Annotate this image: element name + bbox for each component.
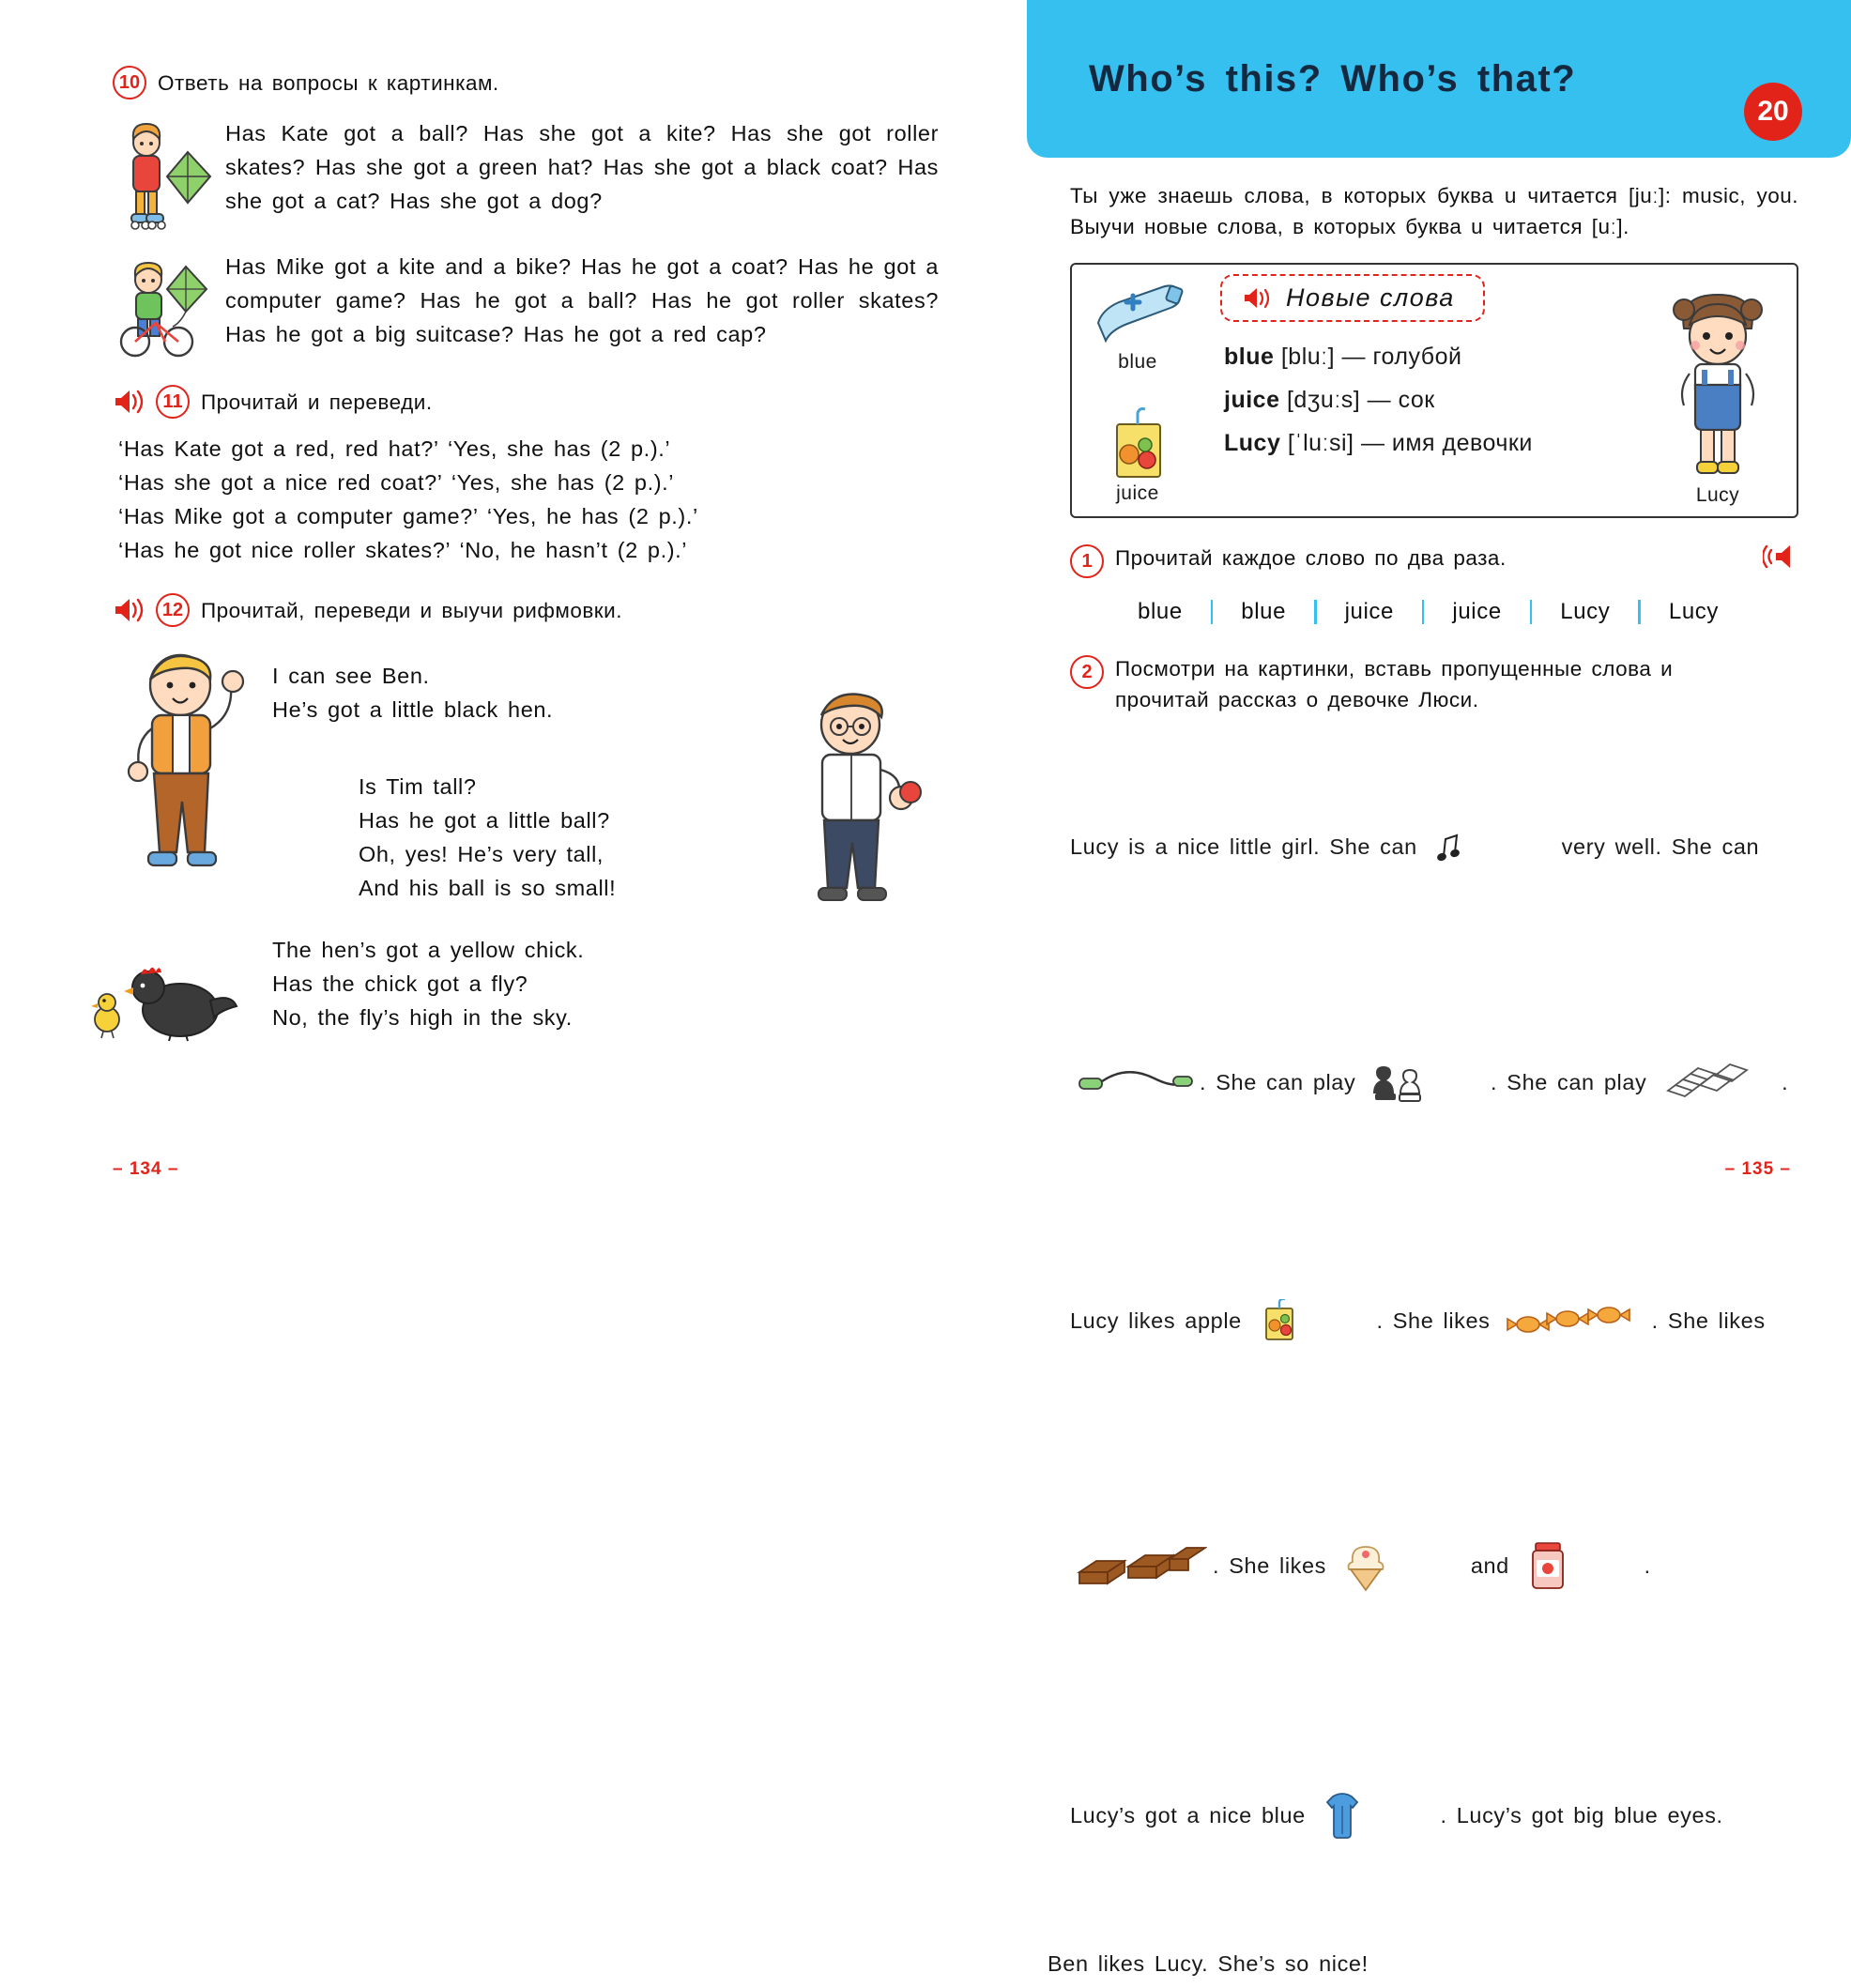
strip-word: Lucy [1560, 599, 1611, 624]
dialogue-line: ‘Has Mike got a computer game?’ ‘Yes, he has (2 p.).’ [118, 504, 698, 528]
music-notes-icon [1432, 730, 1547, 963]
juice-carton-icon [1098, 407, 1177, 482]
boy-with-ball-illustration [770, 642, 948, 905]
strip-word: juice [1344, 599, 1394, 624]
exercise-r1-header [1070, 543, 1798, 578]
exercise-10-instruction: Ответь на вопросы к картинкам. [158, 70, 499, 95]
exercise-r2-story [1048, 730, 1798, 1988]
chocolate-icon [1076, 1445, 1207, 1687]
jam-jar-icon [1524, 1442, 1639, 1690]
story-text: and [1461, 1553, 1519, 1578]
story-line [1070, 1691, 1798, 1939]
story-line [1070, 730, 1798, 963]
sweets-icon [1506, 1202, 1646, 1439]
story-text: . [1782, 1070, 1789, 1094]
exercise-r1-word-strip [1109, 595, 1798, 629]
exercise-r2-header [1070, 653, 1798, 715]
speaker-icon[interactable] [113, 388, 145, 416]
speaker-icon[interactable] [1763, 543, 1798, 571]
exercise-11-dialogue [118, 432, 948, 567]
exercise-12-header [113, 593, 948, 627]
verse-line: Oh, yes! He’s very tall, [359, 842, 604, 866]
left-page [0, 0, 1004, 1219]
story-text: Ben likes Lucy. She’s so nice! [1048, 1951, 1369, 1976]
story-line [1070, 1201, 1798, 1440]
exercise-number-badge: 2 [1070, 655, 1104, 689]
speaker-icon[interactable] [1243, 286, 1271, 311]
caption-juice: juice [1116, 482, 1159, 504]
exercise-number-badge: 12 [156, 593, 190, 627]
story-text: . She likes [1376, 1308, 1500, 1333]
story-text: Lucy likes apple [1070, 1308, 1251, 1333]
dialogue-line: ‘Has he got nice roller skates?’ ‘No, he hasn’t (2 p.).’ [118, 538, 688, 562]
juice-carton-group [1098, 407, 1177, 505]
word-transcription: [dʒuːs] [1286, 387, 1361, 413]
story-text: very well. She can [1552, 834, 1760, 859]
strip-word: Lucy [1668, 599, 1719, 624]
story-text: . [1644, 1553, 1651, 1578]
right-page [1004, 0, 1851, 1976]
unit-title: Who’s this? Who’s that? [1089, 57, 1577, 99]
word-entry-juice [1224, 378, 1639, 421]
verse-line: He’s got a little black hen. [272, 697, 554, 722]
exercise-12-content [113, 642, 948, 1034]
exercise-number-badge: 11 [156, 385, 190, 419]
new-words-box [1070, 263, 1798, 518]
exercise-r1-instruction: Прочитай каждое слово по два раза. [1115, 546, 1507, 570]
caption-lucy: Lucy [1695, 484, 1740, 506]
toothpaste-tube-group [1089, 282, 1186, 374]
verse-line: Is Tim tall? [359, 774, 477, 799]
chess-pieces-icon [1370, 963, 1485, 1201]
verse-line: And his ball is so small! [359, 876, 617, 900]
story-text: . She likes [1213, 1553, 1337, 1578]
new-words-label: Новые слова [1286, 283, 1455, 312]
exercise-10-header [113, 66, 948, 99]
exercise-12 [113, 593, 948, 1034]
verse-line: I can see Ben. [272, 664, 430, 688]
rhymes-text [272, 642, 770, 1034]
word-entry-blue [1224, 335, 1639, 378]
strip-word: blue [1138, 599, 1183, 624]
verse-line: Has he got a little ball? [359, 808, 610, 833]
unit-intro-text: Ты уже знаешь слова, в которых буква u читается [juː]: music, you. Выучи новые слова, в которых буква u читается [uː]. [1070, 184, 1798, 238]
word-transcription: [bluː] [1280, 344, 1336, 370]
word-dash: — [1360, 430, 1385, 456]
exercise-10-item-mike [113, 250, 948, 360]
rhyme-verse-3 [272, 933, 770, 1034]
word-term: juice [1224, 387, 1280, 413]
exercise-10 [113, 66, 948, 360]
word-dash: — [1341, 344, 1367, 370]
story-text: . She likes [1651, 1308, 1766, 1333]
strip-word: blue [1241, 599, 1287, 624]
exercise-10-paragraph-1: Has Kate got a ball? Has she got a kite? Has she got roller skates? Has she got a green hat? Has she got a black coat? Has she got a cat? Has she got a dog? [225, 121, 939, 213]
word-term: blue [1224, 344, 1275, 370]
lucy-girl-icon [1652, 287, 1783, 484]
exercise-12-instruction: Прочитай, переведи и выучи рифмовки. [201, 598, 622, 622]
dialogue-line: ‘Has Kate got a red, red hat?’ ‘Yes, she has (2 p.).’ [118, 436, 671, 461]
exercise-r2-instruction: Посмотри на картинки, вставь пропущенные слова и прочитай рассказ о девочке Люси. [1115, 657, 1674, 711]
verse-line: The hen’s got a yellow chick. [272, 938, 585, 962]
exercise-11 [113, 385, 948, 567]
story-text: . Lucy’s got big blue eyes. [1440, 1803, 1723, 1827]
hen-and-chick-illustration [86, 952, 246, 1042]
story-line [1070, 963, 1798, 1201]
boy-waving-illustration [113, 642, 272, 886]
verse-line: No, the fly’s high in the sky. [272, 1005, 573, 1030]
dialogue-line: ‘Has she got a nice red coat?’ ‘Yes, she has (2 p.).’ [118, 470, 675, 495]
story-text: Lucy is a nice little girl. She can [1070, 834, 1427, 859]
new-words-left-illustrations [1072, 265, 1203, 516]
story-text: Lucy’s got a nice blue [1070, 1803, 1315, 1827]
girl-with-kite-illustration [113, 116, 225, 233]
new-words-chip [1220, 274, 1485, 322]
story-text: . She can play [1200, 1070, 1366, 1094]
blue-tube-icon [1089, 282, 1186, 351]
word-translation: голубой [1372, 344, 1462, 370]
word-translation: сок [1398, 387, 1435, 413]
unit-number-badge: 20 [1744, 83, 1802, 141]
caption-blue: blue [1118, 351, 1157, 373]
exercise-number-badge: 1 [1070, 544, 1104, 578]
unit-banner [1027, 0, 1851, 158]
speaker-icon[interactable] [113, 596, 145, 624]
juice-carton-icon [1257, 1201, 1371, 1440]
exercise-11-header [113, 385, 948, 419]
word-translation: имя девочки [1391, 430, 1533, 456]
skipping-rope-icon [1076, 966, 1194, 1199]
story-line [1048, 1939, 1798, 1988]
exercise-10-item-kate [113, 116, 948, 233]
boy-with-bike-illustration [113, 250, 225, 360]
blue-clothes-icon [1321, 1691, 1435, 1939]
new-words-entries [1203, 265, 1639, 516]
word-transcription: [ˈluːsi] [1287, 430, 1354, 456]
strip-word: juice [1452, 599, 1502, 624]
ice-cream-icon [1341, 1440, 1456, 1691]
word-term: Lucy [1224, 430, 1281, 456]
page-number-left: – 134 – [113, 1159, 179, 1179]
word-entry-lucy [1224, 421, 1639, 465]
page-number-right: – 135 – [1724, 1159, 1791, 1179]
lucy-illustration-group [1639, 265, 1797, 516]
exercise-11-instruction: Прочитай и переведи. [201, 390, 433, 414]
story-text: . She can play [1491, 1070, 1657, 1094]
exercise-10-paragraph-2: Has Mike got a kite and a bike? Has he got a coat? Has he got a computer game? Has he got a ball? Has he got roller skates? Has he got a big suitcase? Has he got a red cap? [225, 254, 939, 346]
rhyme-verse-1 [272, 659, 770, 726]
story-line [1070, 1440, 1798, 1691]
rhyme-verse-2 [359, 770, 770, 905]
exercise-number-badge: 10 [113, 66, 146, 99]
verse-line: Has the chick got a fly? [272, 971, 528, 996]
word-dash: — [1367, 387, 1392, 413]
